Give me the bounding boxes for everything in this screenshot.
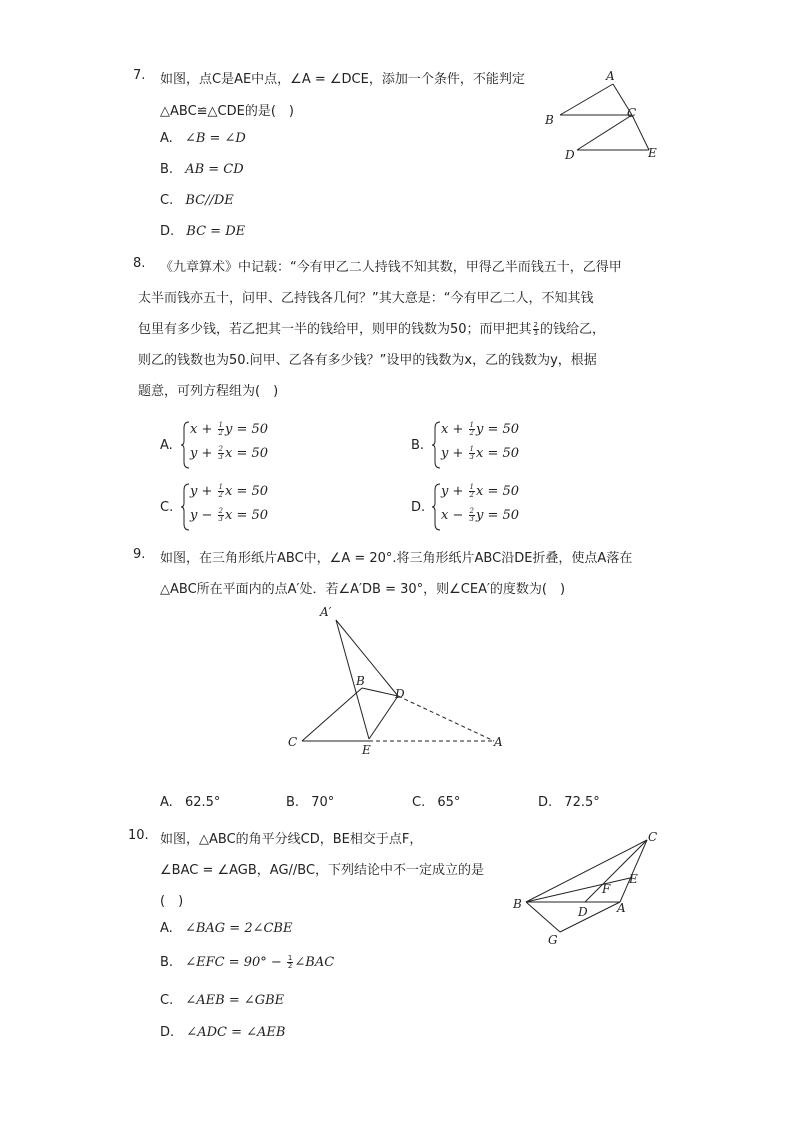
eq-part: x = 50 xyxy=(224,446,269,461)
label-f: F xyxy=(602,882,611,896)
q9-option-d[interactable] xyxy=(538,795,600,810)
eq-part: y + xyxy=(441,484,468,499)
option-label: D. xyxy=(160,1025,175,1040)
option-label: A. xyxy=(160,131,173,146)
q8-stem-line5: 题意，可列方程组为( ) xyxy=(138,384,279,399)
denominator: 2 xyxy=(287,962,293,970)
q10-number: 10. xyxy=(128,828,149,843)
fraction xyxy=(218,484,224,499)
brace-icon xyxy=(431,421,441,469)
q9-option-c[interactable] xyxy=(412,795,460,810)
option-text: BC//DE xyxy=(185,193,234,208)
q8-line3-end: 的钱给乙， xyxy=(540,322,606,337)
segment-ab xyxy=(560,84,613,115)
eq-part: x = 50 xyxy=(475,484,520,499)
q10-option-d[interactable] xyxy=(160,1025,285,1040)
q8-option-d[interactable] xyxy=(411,482,531,532)
equation-1 xyxy=(190,484,268,499)
option-label: B. xyxy=(286,795,300,810)
label-e: E xyxy=(648,146,657,160)
option-label: D. xyxy=(538,795,553,810)
denominator: 2 xyxy=(218,429,223,437)
q10-stem-line1: 如图，△ABC的角平分线CD，BE相交于点F， xyxy=(160,832,423,847)
fraction xyxy=(469,484,475,499)
fraction xyxy=(218,508,224,523)
numerator: 2 xyxy=(469,507,474,515)
option-text: BC = DE xyxy=(186,224,246,239)
fraction xyxy=(469,508,475,523)
q7-option-c[interactable] xyxy=(160,193,234,208)
segment-c-a xyxy=(620,840,647,902)
q8-option-a[interactable] xyxy=(160,420,280,470)
q10-figure xyxy=(505,822,675,952)
label-c: C xyxy=(648,830,658,844)
label-a: A xyxy=(494,735,503,749)
label-e: E xyxy=(629,872,638,886)
equation-2 xyxy=(190,446,268,461)
fraction xyxy=(218,422,224,437)
q9-option-b[interactable] xyxy=(286,795,334,810)
eq-part: y = 50 xyxy=(475,508,520,523)
eq-part: y + xyxy=(441,446,468,461)
q10-option-b[interactable] xyxy=(160,955,334,970)
numerator: 2 xyxy=(533,321,539,329)
q10-stem-line2: ∠BAC = ∠AGB，AG//BC，下列结论中不一定成立的是 xyxy=(160,863,485,878)
q10-option-a[interactable] xyxy=(160,921,292,936)
label-a: A xyxy=(606,69,615,83)
label-a-prime: A′ xyxy=(320,605,332,619)
option-text: AB = CD xyxy=(185,162,244,177)
label-c: C xyxy=(627,106,637,120)
option-text-end: ∠BAC xyxy=(294,955,335,970)
option-label: A. xyxy=(160,795,173,810)
eq-part: x + xyxy=(190,422,217,437)
segment-b-g xyxy=(526,902,560,932)
option-label: B. xyxy=(160,955,174,970)
denominator: 3 xyxy=(533,329,539,337)
numerator: 1 xyxy=(469,421,474,429)
q7-option-d[interactable] xyxy=(160,224,245,239)
label-g: G xyxy=(548,933,558,947)
option-text: ∠ADC = ∠AEB xyxy=(186,1025,286,1040)
fraction xyxy=(218,446,224,461)
numerator: 1 xyxy=(469,445,474,453)
option-label: D. xyxy=(160,224,175,239)
label-b: B xyxy=(356,674,365,688)
q8-number: 8. xyxy=(133,256,146,271)
q8-option-b[interactable] xyxy=(411,420,531,470)
segment-ce xyxy=(632,115,649,150)
q7-stem-line2: △ABC≌△CDE的是( ) xyxy=(160,104,294,119)
option-label: A. xyxy=(160,921,173,936)
label-d: D xyxy=(565,148,575,162)
eq-part: x = 50 xyxy=(475,446,520,461)
segment-c-d xyxy=(585,840,647,902)
eq-part: y + xyxy=(190,484,217,499)
option-text: 72.5° xyxy=(564,795,600,810)
segment-b-c xyxy=(526,840,647,902)
option-text: 65° xyxy=(437,795,461,810)
q8-stem-line3 xyxy=(138,318,605,337)
eq-part: y = 50 xyxy=(224,422,269,437)
fraction xyxy=(287,955,293,970)
denominator: 3 xyxy=(218,515,223,523)
label-d: D xyxy=(578,905,588,919)
option-text: ∠B = ∠D xyxy=(184,131,246,146)
q7-option-b[interactable] xyxy=(160,162,244,177)
brace-icon xyxy=(431,483,441,531)
numerator: 1 xyxy=(218,421,223,429)
q7-option-a[interactable] xyxy=(160,131,246,146)
numerator: 2 xyxy=(218,445,223,453)
label-a: A xyxy=(617,901,626,915)
eq-part: y = 50 xyxy=(475,422,520,437)
segment-cd xyxy=(577,115,632,150)
q7-number: 7. xyxy=(133,68,146,83)
eq-part: y + xyxy=(190,446,217,461)
option-label: C. xyxy=(160,193,174,208)
option-text: 62.5° xyxy=(184,795,221,810)
segment-b-e xyxy=(526,878,630,902)
fraction xyxy=(469,422,475,437)
denominator: 3 xyxy=(469,515,474,523)
label-b: B xyxy=(545,113,554,127)
q8-line3-start: 包里有多少钱，若乙把其一半的钱给甲，则甲的钱数为50；而甲把其 xyxy=(138,322,532,337)
eq-part: x + xyxy=(441,422,468,437)
option-label: B. xyxy=(160,162,174,177)
label-d: D xyxy=(395,687,405,701)
denominator: 2 xyxy=(218,491,223,499)
eq-part: y − xyxy=(190,508,217,523)
q9-number: 9. xyxy=(133,547,146,562)
numerator: 2 xyxy=(218,507,223,515)
option-text: 70° xyxy=(311,795,335,810)
equation-1 xyxy=(441,484,519,499)
denominator: 3 xyxy=(218,453,223,461)
q9-option-a[interactable] xyxy=(160,795,220,810)
equation-2 xyxy=(441,508,519,523)
q9-stem-line1: 如图，在三角形纸片ABC中，∠A = 20°.将三角形纸片ABC沿DE折叠，使点A落在 xyxy=(160,551,633,566)
equation-1 xyxy=(190,422,268,437)
label-c: C xyxy=(288,735,298,749)
eq-part: x = 50 xyxy=(224,484,269,499)
option-text: ∠BAG = 2∠CBE xyxy=(184,921,293,936)
brace-icon xyxy=(180,421,190,469)
denominator: 2 xyxy=(469,491,474,499)
option-label: C. xyxy=(160,500,174,515)
option-text: ∠AEB = ∠GBE xyxy=(185,993,285,1008)
q10-stem-line3: ( ) xyxy=(160,894,184,909)
segment-e-d xyxy=(369,696,398,739)
denominator: 3 xyxy=(469,453,474,461)
option-text-start: ∠EFC = 90° − xyxy=(185,955,286,970)
option-label: C. xyxy=(160,993,174,1008)
label-b: B xyxy=(513,897,522,911)
equation-1 xyxy=(441,422,519,437)
numerator: 1 xyxy=(469,483,474,491)
label-e: E xyxy=(362,743,371,757)
option-label: D. xyxy=(411,500,426,515)
brace-icon xyxy=(180,483,190,531)
option-label: C. xyxy=(412,795,426,810)
q10-option-c[interactable] xyxy=(160,993,284,1008)
q8-stem-line1: 《九章算术》中记载：“今有甲乙二人持钱不知其数，甲得乙半而钱五十，乙得甲 xyxy=(160,260,622,275)
segment-d-a-dashed xyxy=(398,696,494,741)
q8-option-c[interactable] xyxy=(160,482,280,532)
numerator: 1 xyxy=(287,954,293,962)
q9-stem-line2: △ABC所在平面内的点A′处．若∠A′DB = 30°，则∠CEA′的度数为( ) xyxy=(160,582,566,597)
eq-part: x = 50 xyxy=(224,508,269,523)
q9-figure xyxy=(280,596,520,761)
eq-part: x − xyxy=(441,508,468,523)
fraction xyxy=(533,322,539,337)
q8-stem-line2: 太半而钱亦五十，问甲、乙持钱各几何？”其大意是：“今有甲乙二人，不知其钱 xyxy=(138,291,594,306)
segment-g-a xyxy=(560,902,620,932)
fraction xyxy=(469,446,475,461)
option-label: B. xyxy=(411,438,425,453)
numerator: 1 xyxy=(218,483,223,491)
denominator: 2 xyxy=(469,429,474,437)
equation-2 xyxy=(190,508,268,523)
option-label: A. xyxy=(160,438,173,453)
q7-figure xyxy=(535,62,670,167)
segment-c-b xyxy=(302,688,362,741)
q8-stem-line4: 则乙的钱数也为50.问甲、乙各有多少钱？”设甲的钱数为x，乙的钱数为y，根据 xyxy=(138,353,597,368)
q7-stem-line1: 如图，点C是AE中点，∠A = ∠DCE，添加一个条件，不能判定 xyxy=(160,72,525,87)
equation-2 xyxy=(441,446,519,461)
segment-a1-d xyxy=(336,620,398,696)
